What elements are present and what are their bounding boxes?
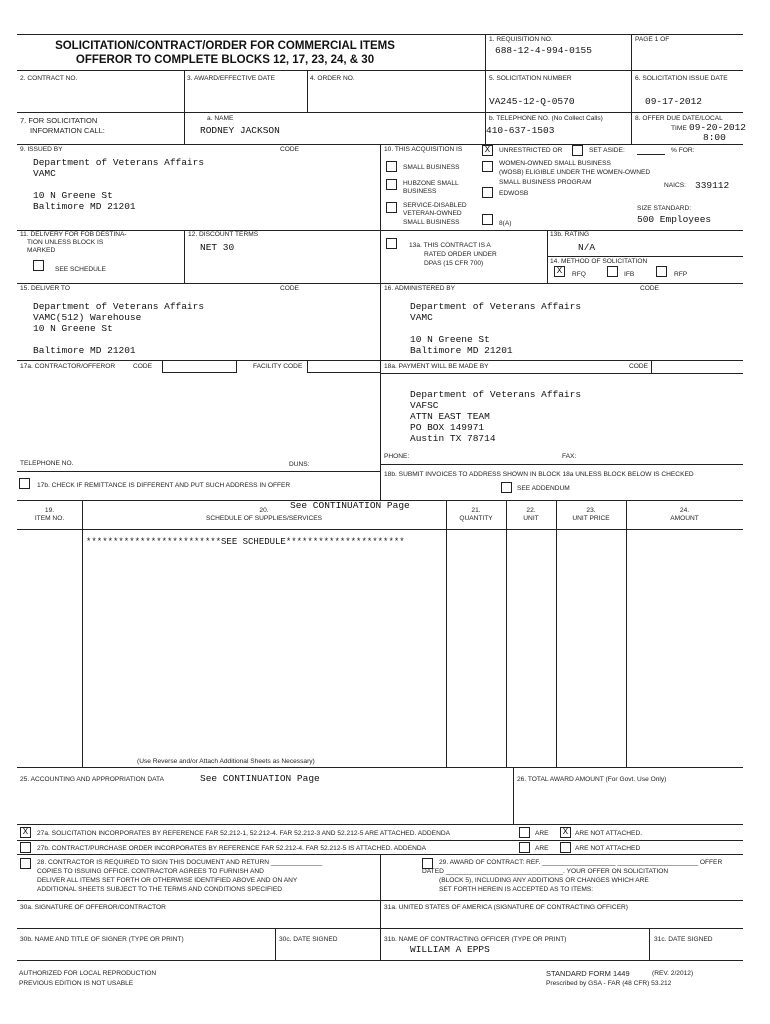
col-schedule: SCHEDULE OF SUPPLIES/SERVICES: [205, 515, 323, 522]
rule: [17, 960, 743, 961]
requisition-no[interactable]: 688-12-4-994-0155: [495, 45, 592, 56]
rating-value[interactable]: N/A: [578, 242, 596, 253]
rated-order-label-3: DPAS (15 CFR 700): [424, 260, 484, 267]
acquisition-label: 10. THIS ACQUISITION IS: [384, 146, 463, 153]
contact-name[interactable]: RODNEY JACKSON: [200, 125, 280, 136]
award-date-label: 3. AWARD/EFFECTIVE DATE: [187, 75, 276, 82]
rule: [649, 928, 650, 960]
col-item-no: ITEM NO.: [34, 515, 65, 522]
col-schedule-num: 20.: [259, 507, 269, 514]
administered-by-line: Baltimore MD 21201: [410, 345, 513, 356]
27b-are-checkbox[interactable]: [519, 842, 530, 853]
wosb-label: WOMEN-OWNED SMALL BUSINESS: [499, 160, 611, 167]
size-standard-value[interactable]: 500 Employees: [637, 214, 712, 225]
rule: [626, 500, 627, 767]
rated-order-label-2: RATED ORDER UNDER: [424, 251, 497, 258]
col-unit: UNIT: [523, 515, 539, 522]
payment-code-label: CODE: [629, 363, 649, 370]
schedule-continuation: See CONTINUATION Page: [290, 500, 410, 511]
wosb-label-2: (WOSB) ELIGIBLE UNDER THE WOMEN-OWNED: [499, 169, 651, 176]
facility-code-label: FACILITY CODE: [253, 363, 303, 370]
due-date-label: 8. OFFER DUE DATE/LOCAL: [635, 115, 723, 122]
col-unit-price: UNIT PRICE: [572, 515, 610, 522]
footer-form-name: STANDARD FORM 1449: [546, 969, 630, 978]
clause-27b: 27b. CONTRACT/PURCHASE ORDER INCORPORATES BY REFERENCE FAR 52.212-4. FAR 52.212-5 IS ATTACHED. ADDENDA: [37, 845, 427, 852]
deliver-to-code-label: CODE: [280, 285, 300, 292]
col-quantity-num: 21.: [471, 507, 481, 514]
rule: [17, 840, 743, 841]
wosb-checkbox[interactable]: [482, 161, 493, 172]
rated-order-checkbox[interactable]: [386, 238, 397, 249]
rule: [184, 112, 185, 144]
total-award-label: 26. TOTAL AWARD AMOUNT (For Govt. Use Only): [517, 776, 667, 783]
sdvosb-label-3: SMALL BUSINESS: [403, 219, 460, 226]
hubzone-label-2: BUSINESS: [403, 188, 437, 195]
due-time[interactable]: 8:00: [703, 132, 726, 143]
rule: [17, 529, 743, 530]
footer-revision: (REV. 2/2012): [652, 970, 694, 977]
contractor-label: 17a. CONTRACTOR/OFFEROR: [20, 363, 116, 370]
payment-line: Austin TX 78714: [410, 433, 496, 444]
rule: [380, 144, 381, 500]
eight-a-label: 8(A): [499, 220, 512, 227]
administered-by-line: Department of Veterans Affairs: [410, 301, 582, 312]
remittance-label: 17b. CHECK IF REMITTANCE IS DIFFERENT AND PUT SUCH ADDRESS IN OFFER: [37, 482, 291, 489]
accounting-label: 25. ACCOUNTING AND APPROPRIATION DATA: [20, 776, 164, 783]
payment-line: Department of Veterans Affairs: [410, 389, 582, 400]
issued-by-line: Baltimore MD 21201: [33, 201, 136, 212]
officer-name-label: 31b. NAME OF CONTRACTING OFFICER (TYPE OR PRINT): [384, 936, 567, 943]
time-label: TIME: [671, 125, 687, 132]
rule: [547, 256, 743, 257]
clause-27a-checkbox[interactable]: X: [20, 827, 31, 838]
deliver-to-line: Department of Veterans Affairs: [33, 301, 205, 312]
27b-not-attached-checkbox[interactable]: [560, 842, 571, 853]
col-unit-num: 22.: [526, 507, 536, 514]
signature-officer-label: 31a. UNITED STATES OF AMERICA (SIGNATURE OF CONTRACTING OFFICER): [384, 904, 628, 911]
rule: [184, 70, 185, 112]
deliver-to-line: Baltimore MD 21201: [33, 345, 136, 356]
submit-invoices-label: 18b. SUBMIT INVOICES TO ADDRESS SHOWN IN BLOCK 18a UNLESS BLOCK BELOW IS CHECKED: [384, 471, 694, 478]
rating-label: 13b. RATING: [550, 231, 590, 238]
info-call-label: 7. FOR SOLICITATION: [20, 116, 98, 125]
set-aside-label: SET ASIDE:: [589, 147, 625, 154]
small-business-label: SMALL BUSINESS: [403, 164, 460, 171]
remittance-checkbox[interactable]: [19, 478, 30, 489]
rule: [637, 154, 665, 155]
deliver-to-line: VAMC(512) Warehouse: [33, 312, 142, 323]
size-standard-label: SIZE STANDARD:: [637, 205, 692, 212]
sdvosb-checkbox[interactable]: [386, 202, 397, 213]
rule: [506, 500, 507, 767]
27a-are-checkbox[interactable]: [519, 827, 530, 838]
clause-29: 29. AWARD OF CONTRACT: REF. ____________________ ______________________ OFFER: [439, 859, 723, 866]
deliver-to-label: 15. DELIVER TO: [20, 285, 70, 292]
ifb-checkbox[interactable]: [607, 266, 618, 277]
sdvosb-label-2: VETERAN-OWNED: [403, 210, 462, 217]
col-amount-num: 24.: [679, 507, 690, 514]
wosb-label-3: SMALL BUSINESS PROGRAM: [499, 179, 592, 186]
rfp-checkbox[interactable]: [656, 266, 667, 277]
naics-value[interactable]: 339112: [695, 180, 730, 191]
pct-for-label: % FOR:: [671, 147, 695, 154]
unrestricted-label: UNRESTRICTED OR: [499, 147, 563, 154]
rule: [17, 34, 743, 35]
rule: [446, 500, 447, 767]
issued-by-line: VAMC: [33, 168, 56, 179]
accounting-value: See CONTINUATION Page: [200, 773, 320, 784]
clause-28: 28. CONTRACTOR IS REQUIRED TO SIGN THIS DOCUMENT AND RETURN ______________: [37, 859, 323, 866]
clause-29-2: DATED ________________________________. YOUR OFFER ON SOLICITATION: [422, 868, 669, 875]
edwosb-checkbox[interactable]: [482, 187, 493, 198]
small-business-checkbox[interactable]: [386, 161, 397, 172]
rfp-label: RFP: [674, 271, 688, 278]
solicitation-no-label: 5. SOLICITATION NUMBER: [489, 75, 572, 82]
contact-phone[interactable]: 410-637-1503: [486, 125, 555, 136]
footer-authorized: AUTHORIZED FOR LOCAL REPRODUCTION: [19, 970, 157, 977]
see-addendum-checkbox[interactable]: [501, 482, 512, 493]
issued-by-line: Department of Veterans Affairs: [33, 157, 205, 168]
col-unit-price-num: 23.: [586, 507, 596, 514]
payment-phone-label: PHONE:: [384, 453, 410, 460]
clause-28-checkbox[interactable]: [20, 858, 31, 869]
rule: [380, 464, 743, 465]
hubzone-checkbox[interactable]: [386, 179, 397, 190]
signature-offeror-label: 30a. SIGNATURE OF OFFEROR/CONTRACTOR: [20, 904, 166, 911]
footer-previous: PREVIOUS EDITION IS NOT USABLE: [19, 980, 134, 987]
27a-not-attached-label: ARE NOT ATTACHED.: [575, 830, 643, 837]
sdvosb-label: SERVICE-DISABLED: [403, 202, 467, 209]
facility-code-field[interactable]: [307, 360, 380, 373]
fob-label: 11. DELIVERY FOR FOB DESTINA-: [20, 231, 127, 238]
issue-date-label: 6. SOLICITATION ISSUE DATE: [635, 75, 728, 82]
clause-27a: 27a. SOLICITATION INCORPORATES BY REFERENCE FAR 52.212-1, 52.212-4. FAR 52.212-3 AND 52.212-5 ARE ATTACHED. ADDENDA: [37, 830, 450, 837]
info-call-label-2: INFORMATION CALL:: [30, 126, 105, 135]
order-no-label: 4. ORDER NO.: [310, 75, 355, 82]
issued-by-code-label: CODE: [280, 146, 300, 153]
ifb-label: IFB: [624, 271, 635, 278]
clause-28-2: COPIES TO ISSUING OFFICE. CONTRACTOR AGREES TO FURNISH AND: [37, 868, 264, 875]
see-schedule-checkbox[interactable]: [33, 260, 44, 271]
rated-order-label: 13a. THIS CONTRACT IS A: [409, 242, 491, 249]
see-schedule-label: SEE SCHEDULE: [55, 266, 106, 273]
set-aside-checkbox[interactable]: [572, 145, 583, 156]
clause-29-4: SET FORTH HEREIN IS ACCEPTED AS TO ITEMS:: [439, 886, 594, 893]
contract-no-label: 2. CONTRACT NO.: [20, 75, 78, 82]
telephone-label: TELEPHONE NO.: [20, 460, 74, 467]
rule: [82, 500, 83, 767]
issued-by-label: 9. ISSUED BY: [20, 146, 63, 153]
payment-label: 18a. PAYMENT WILL BE MADE BY: [384, 363, 489, 370]
fob-label-2: TION UNLESS BLOCK IS: [27, 239, 104, 246]
rule: [380, 373, 743, 374]
duns-label: DUNS:: [289, 461, 310, 468]
rfq-label: RFQ: [572, 271, 586, 278]
clause-29-3: (BLOCK 5), INCLUDING ANY ADDITIONS OR CHANGES WHICH ARE: [439, 877, 649, 884]
phone-label: b. TELEPHONE NO. (No Collect Calls): [489, 115, 603, 122]
schedule-body: *************************SEE SCHEDULE**********************: [86, 537, 405, 547]
solicitation-no[interactable]: VA245-12-Q-0570: [489, 96, 575, 107]
officer-date-label: 31c. DATE SIGNED: [654, 936, 713, 943]
form-title-line1: SOLICITATION/CONTRACT/ORDER FOR COMMERCIAL ITEMS: [55, 40, 395, 52]
unrestricted-checkbox[interactable]: X: [482, 145, 493, 156]
naics-label: NAICS:: [664, 182, 686, 189]
signer-name-label: 30b. NAME AND TITLE OF SIGNER (TYPE OR PRINT): [20, 936, 184, 943]
rule: [184, 230, 185, 283]
payment-line: PO BOX 149971: [410, 422, 485, 433]
col-amount: AMOUNT: [670, 515, 699, 522]
form-title-line2: OFFEROR TO COMPLETE BLOCKS 12, 17, 23, 24, & 30: [75, 54, 375, 66]
administered-by-code-label: CODE: [640, 285, 660, 292]
rule: [17, 70, 743, 71]
27a-are-label: ARE: [535, 830, 549, 837]
reverse-note: (Use Reverse and/or Attach Additional Sheets as Necessary): [137, 758, 315, 765]
rule: [17, 767, 743, 768]
administered-by-label: 16. ADMINISTERED BY: [384, 285, 456, 292]
clause-27b-checkbox[interactable]: [20, 842, 31, 853]
contractor-code-label: CODE: [133, 363, 153, 370]
rule: [17, 471, 380, 472]
clause-28-4: ADDITIONAL SHEETS SUBJECT TO THE TERMS AND CONDITIONS SPECIFIED: [37, 886, 282, 893]
rule: [17, 824, 743, 825]
administered-by-line: VAMC: [410, 312, 433, 323]
contractor-code-field[interactable]: [162, 360, 237, 373]
discount-terms-label: 12. DISCOUNT TERMS: [188, 231, 259, 238]
27b-are-label: ARE: [535, 845, 549, 852]
requisition-label: 1. REQUISITION NO.: [489, 36, 553, 43]
administered-by-line: 10 N Greene St: [410, 334, 490, 345]
footer-prescribed: Prescribed by GSA - FAR (48 CFR) 53.212: [546, 980, 672, 987]
rfq-checkbox[interactable]: X: [554, 266, 565, 277]
rule: [275, 928, 276, 960]
payment-line: VAFSC: [410, 400, 439, 411]
27a-not-attached-checkbox[interactable]: X: [560, 827, 571, 838]
payment-fax-label: FAX:: [562, 453, 577, 460]
rule: [17, 112, 743, 113]
27b-not-attached-label: ARE NOT ATTACHED: [575, 845, 641, 852]
deliver-to-line: 10 N Greene St: [33, 323, 113, 334]
issued-by-line: 10 N Greene St: [33, 190, 113, 201]
signer-date-label: 30c. DATE SIGNED: [279, 936, 338, 943]
method-label: 14. METHOD OF SOLICITATION: [550, 258, 648, 265]
rule: [556, 500, 557, 767]
payment-line: ATTN EAST TEAM: [410, 411, 490, 422]
page-label: PAGE 1 OF: [635, 36, 670, 43]
rule: [651, 360, 652, 373]
rule: [307, 70, 308, 112]
discount-terms[interactable]: NET 30: [200, 242, 235, 253]
col-item-no-num: 19.: [44, 507, 55, 514]
see-addendum-label: SEE ADDENDUM: [517, 485, 570, 492]
issue-date[interactable]: 09-17-2012: [645, 96, 703, 107]
due-date[interactable]: 09-20-2012: [689, 122, 747, 133]
hubzone-label: HUBZONE SMALL: [403, 180, 459, 187]
clause-28-3: DELIVER ALL ITEMS SET FORTH OR OTHERWISE IDENTIFIED ABOVE AND ON ANY: [37, 877, 298, 884]
officer-name: WILLIAM A EPPS: [410, 944, 490, 955]
col-quantity: QUANTITY: [459, 515, 493, 522]
form-sf1449: [17, 34, 747, 960]
edwosb-label: EDWOSB: [499, 190, 529, 197]
fob-label-3: MARKED: [27, 247, 56, 254]
name-label: a. NAME: [207, 115, 234, 122]
rule: [631, 34, 632, 144]
eight-a-checkbox[interactable]: [482, 214, 493, 225]
rule: [380, 854, 381, 960]
rule: [513, 767, 514, 824]
